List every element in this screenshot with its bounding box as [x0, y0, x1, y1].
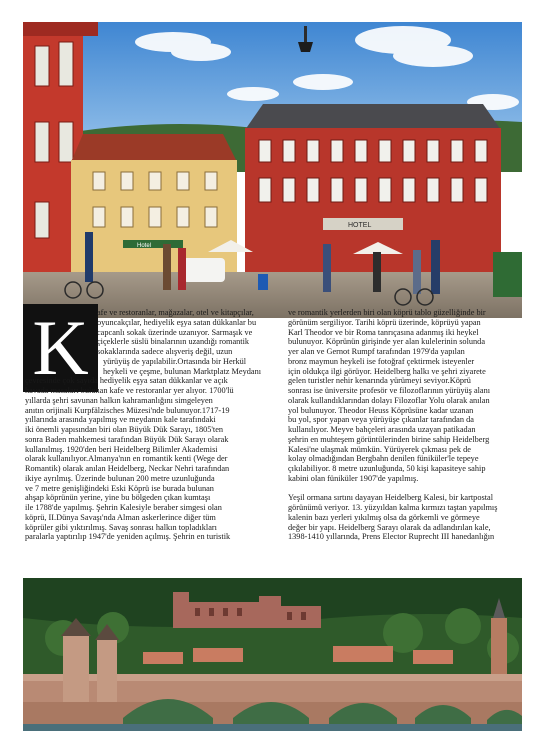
- text-line: paralarla yaptırılıp 1947'de yeniden açılmış. Şehrin en turistik: [25, 532, 231, 542]
- text-line: bronz maymun heykeli ise fotoğraf çektirmek isteyenler: [288, 356, 475, 366]
- text-line: çevresinde çok sayıda hediyelik eşya satan dükkanlar ve açık: [25, 376, 228, 386]
- text-line: sonra Baden mahkemesi tarafından Büyük Dük Sarayı olarak: [25, 434, 229, 444]
- text-line: yer alan ve Gernot Rumpf tarafından 1979'da yapılan: [288, 347, 465, 356]
- text-line: yol bulunuyor. Theodor Heuss Köprüsüne kadar uzanan: [288, 405, 474, 415]
- booth-sign: HOTEL: [348, 222, 372, 229]
- text-line: görünüm sergiliyor. Tarihi köprü üzerinde, köprüyü yapan: [288, 317, 481, 327]
- text-line: ve romantik yerlerden biri olan köprü tablo güzelliğinde bir: [288, 308, 486, 317]
- text-line: yürüyüş de yapılabilir.Ortasında bir Herkül: [103, 356, 247, 366]
- article-column-right: [288, 308, 522, 542]
- text-line: oyuncakçılar, hediyelik eşya satan dükkanlar bu: [97, 317, 257, 327]
- text-line: ve 7 metre genişliğindeki Eski Köprü ise burada bulunan: [25, 483, 214, 493]
- text-line: kullanılıyor. Meyve bahçeleri arasında uzayan patikadan: [288, 425, 476, 434]
- text-line: çıkılabiliyor. 8 metre uzunluğunda, 50 kişi kapasiteye sahip: [288, 464, 486, 473]
- text-line: afe ve restoranlar, mağazalar, otel ve kitapçılar,: [97, 308, 254, 317]
- text-line: havada masaları bulunan kafe ve restoranlar yer alıyor. 1700'lü: [25, 386, 234, 395]
- text-line: ile 1788'de yapılmış. Şehrin Kalesiyle beraber simgesi olan: [25, 503, 222, 512]
- text-line: iki önemli yapısından biri olan Büyük Dük Sarayı, 1805'ten: [25, 425, 224, 434]
- text-line: heykeli ve çeşme, bulunan Marktplatz Meydanı: [103, 366, 262, 376]
- text-line: kolay olmadığından Bergbahn denilen füniküler'le tepeye: [288, 454, 479, 464]
- text-line: olarak kullanılıyor.Almanya'nın en romantik kenti (Wege der: [25, 454, 228, 464]
- text-line: ikiye ayrılmış. Üzerinde bulunan 200 metre uzunluğunda: [25, 473, 215, 483]
- text-line: gelen turistler nehir kenarında yürümeyi seviyor.Köprü: [288, 376, 471, 386]
- text-line: ahşap köprünün yerine, yine bu bölgeden çıkan kumtaşı: [25, 493, 211, 503]
- marktplatz-photo: [23, 22, 522, 318]
- shop-sign: Hotel: [137, 243, 152, 249]
- text-line: capcanlı sokak üzerinde uzanıyor. Sarmaşık ve: [97, 327, 253, 337]
- text-line: kalenin bazı yerleri yıkılmış olsa da görkemli ve görmeye: [288, 512, 480, 522]
- text-line: Romantik) olarak anılan Heidelberg, Neckar Nehri tarafından: [25, 464, 230, 473]
- article-column-left: [25, 308, 280, 542]
- text-line: Karl Theodor ve bir Roma tanrıçasına adanmış iki heykel: [288, 327, 479, 337]
- text-line: 1398-1410 yıllarında, Prens Elector Ruprecht III hanedanlığın: [288, 532, 495, 542]
- text-line: köprü, II.Dünya Savaşı'nda Alman askerlerince diğer tüm: [25, 512, 216, 522]
- text-line: görünümü veriyor. 13. yüzyıldan kalma kırmızı taştan yapılmış: [288, 503, 498, 512]
- text-line: olarak kullandıklarından dolayı Filozoflar Yolu olarak anılan: [288, 395, 490, 405]
- text-line: kabini olan füniküler 1907'de yapılmış.: [288, 473, 419, 483]
- old-bridge-photo: [23, 578, 522, 731]
- text-line: sonrası ise üniversite profesör ve filozoflarının yürüyüş alanı: [288, 386, 491, 395]
- text-line: köprüler gibi yıktırılmış. Savaş sonrası halkın topladıkları: [25, 522, 217, 532]
- text-line: için oldukça ilgi görüyor. Heidelberg halkı ve şehri ziyarete: [288, 366, 486, 376]
- text-line: çiçeklerle süslü binalarının uzandığı romantik: [97, 337, 250, 347]
- paragraph-gap: [288, 484, 522, 494]
- text-line: kullanılmış. 1920'den beri Heidelberg Bilimler Akademisi: [25, 444, 218, 454]
- text-line: Yeşil ormana sırtını dayayan Heidelberg Kalesi, bir kartpostal: [288, 493, 493, 503]
- text-line: anıtın orijinali Kurpfälzisches Müzesi'nde bulunuyor.1717-19: [25, 405, 230, 415]
- text-line: şehrin en muhteşem görüntülerinden birine sahip Heidelberg: [288, 434, 490, 444]
- text-line: bu yol, spor yapan veya yürüyüşe çıkanlar tarafından da: [288, 415, 474, 425]
- drop-cap: K: [23, 304, 98, 392]
- text-line: yıllarında arasında yapılmış ve meydanın kale tarafındaki: [25, 415, 216, 425]
- text-line: bulunuyor. Köprünün girişinde yer alan kulelerinin solunda: [288, 337, 486, 347]
- text-line: değer bir yapı. Heidelberg Sarayı olarak da adlandırılan kale,: [288, 522, 491, 532]
- text-line: sokaklarında sadece alışveriş değil, uzun: [97, 347, 233, 356]
- text-line: yıllarda şehri savunan halkın kahramanlığını simgeleyen: [25, 395, 213, 405]
- text-line: Kalesi'ne ulaşmak mümkün. Yürüyerek çıkması pek de: [288, 444, 471, 454]
